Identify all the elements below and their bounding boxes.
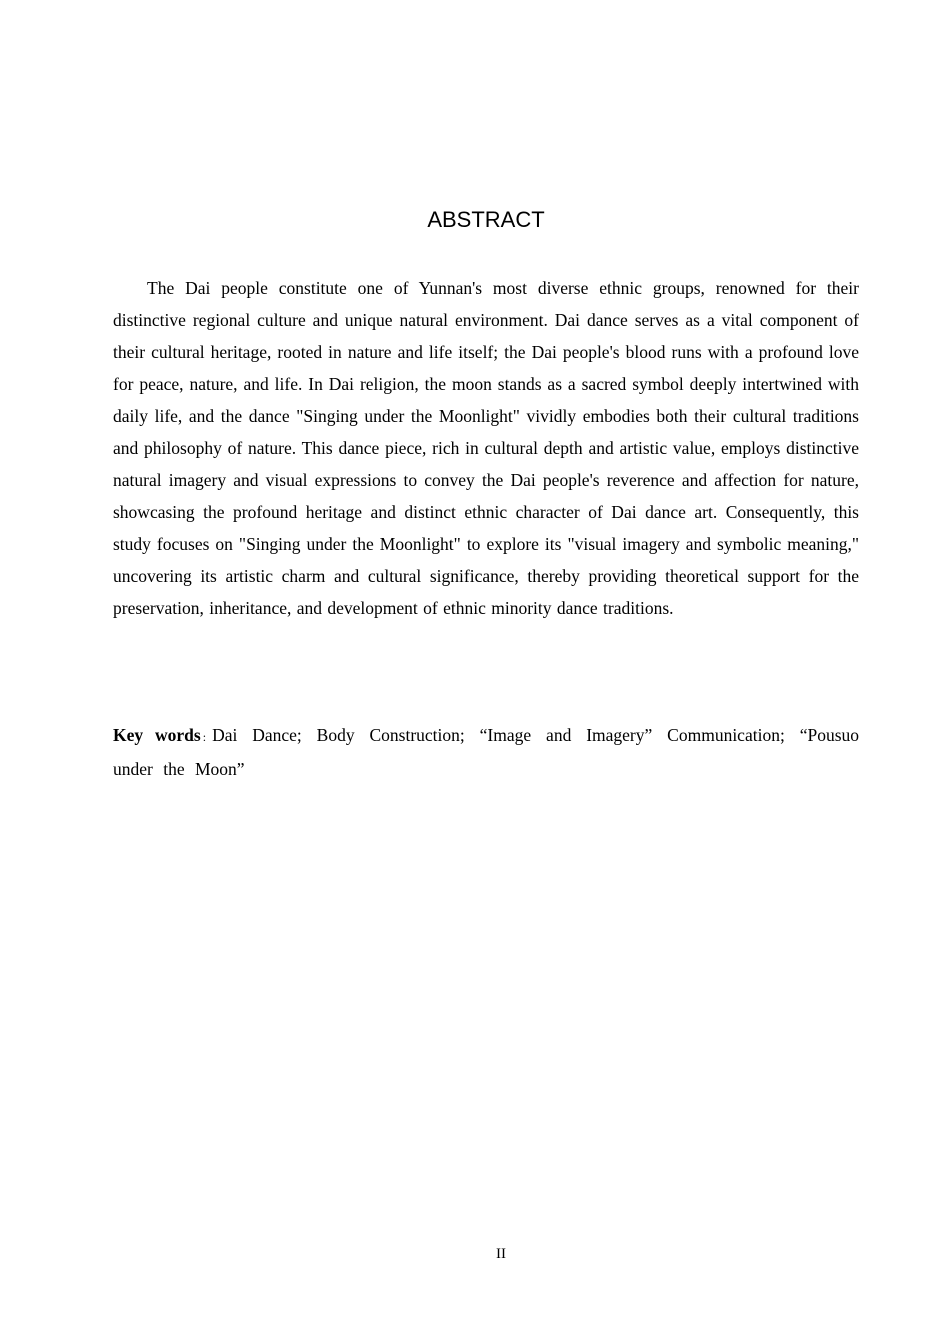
title-container	[113, 207, 859, 233]
keywords-separator: :	[202, 730, 207, 744]
keywords-label: Key words	[113, 725, 201, 745]
keywords-list: Dai Dance; Body Construction; “Image and Imagery” Communication; “Pousuo under the Moon”	[113, 725, 860, 779]
abstract-body: The Dai people constitute one of Yunnan's most diverse ethnic groups, renowned for their distinctive regional culture and unique natural environment. Dai dance serves as a vital component of their cultural heritage, rooted in nature and life itself; the Dai people's blood runs with a profound love for peace, nature, and life. In Dai religion, the moon stands as a sacred symbol deeply intertwined with daily life, and the dance "Singing under the Moonlight" vividly embodies both their cultural traditions and philosophy of nature. This dance piece, rich in cultural depth and artistic value, employs distinctive natural imagery and visual expressions to convey the Dai people's reverence and affection for nature, showcasing the profound heritage and distinct ethnic character of Dai dance art. Consequently, this study focuses on "Singing under the Moonlight" to explore its "visual imagery and symbolic meaning," uncovering its artistic charm and cultural significance, thereby providing theoretical support for the preservation, inheritance, and development of ethnic minority dance traditions.	[113, 278, 859, 618]
keywords-paragraph	[113, 719, 859, 785]
page-number: II	[496, 1246, 506, 1262]
abstract-title: ABSTRACT	[427, 207, 545, 232]
